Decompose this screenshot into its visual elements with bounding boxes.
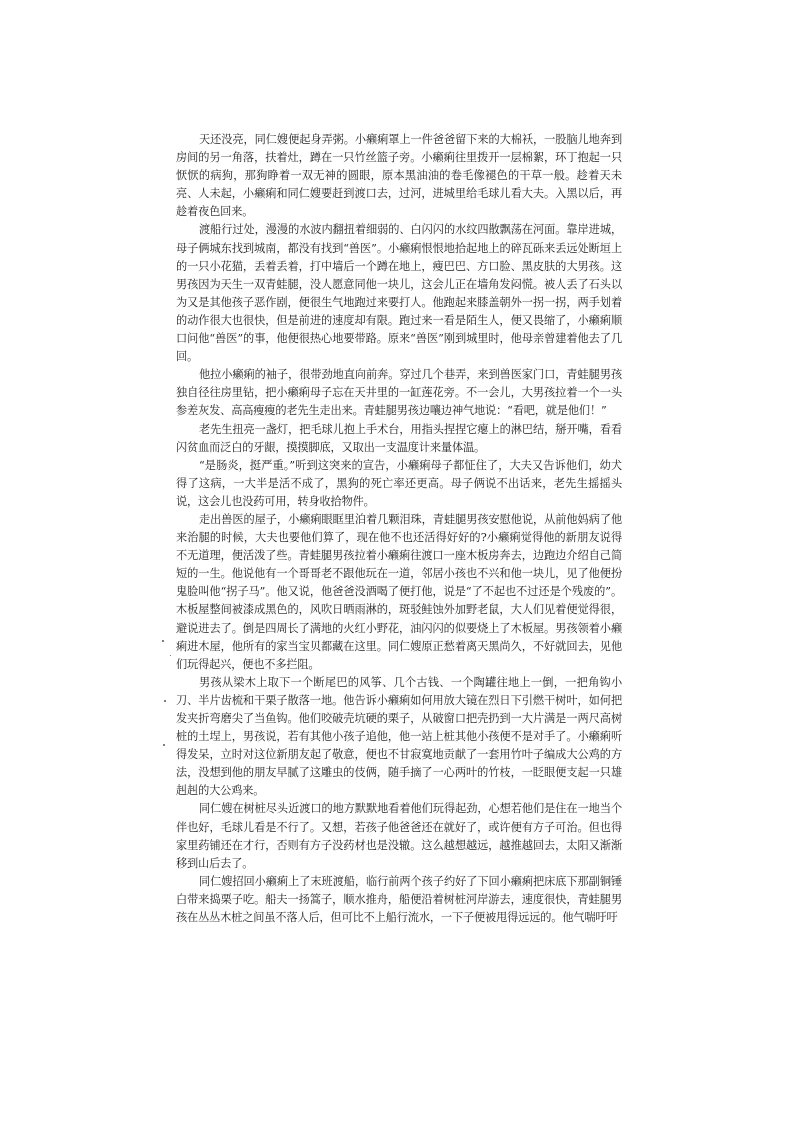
paragraph-5: “是肠炎，挺严重。”听到这突来的宣告，小癞痢母子都怔住了，大夫又告诉他们，幼犬得了这病，一大半是活不成了，黑狗的死亡率还更高。母子俩说不出话来，老先生摇摇头说，这会儿也没药可用，转身收拾物件。 — [176, 458, 622, 508]
paragraph-4: 老先生扭亮一盏灯，把毛球儿抱上手术台，用指头捏捏它瘪上的淋巴结，掰开嘴，看看闪贫血而泛白的牙龈，摸摸脚底，又取出一支温度计来量体温。 — [176, 422, 622, 454]
scan-speck — [164, 700, 166, 702]
scan-speck — [170, 655, 171, 656]
scan-speck — [162, 640, 164, 642]
paragraph-3: 他拉小癞痢的袖子，很带劲地直向前奔。穿过几个巷弄，来到兽医家门口，青蛙腿男孩独自径往房里钻，把小癞痢母子忘在天井里的一缸莲花旁。不一会儿，大男孩拉着一个一头参差灰发、高高瘦瘦的老先生走出来。青蛙腿男孩边嚷边神气地说：“看吧，就是他们！” — [176, 368, 622, 418]
paragraph-7: 男孩从梁木上取下一个断尾巴的风筝、几个古钱、一个陶罐往地上一倒，一把角钩小刀、半片齿梳和干栗子散落一地。他告诉小癞痢如何用放大镜在烈日下引燃干树叶，如何把发夹折弯磨尖了当鱼钩。他们咬破壳坑硬的栗子，从破窗口把壳扔到一大片满是一两尺高树桩的土埕上，男孩说，若有其他小孩子追他，他一站上桩其他小孩便不是对手了。小癞痢听得发呆，立时对这位新朋友起了敬意，便也不甘寂寞地贡献了一套用竹叶子编成大公鸡的方法，没想到他的朋友早腻了这雕虫的伎俩，随手摘了一心两叶的竹枝，一眨眼便支起一只雄赳赳的大公鸡来。 — [176, 675, 622, 798]
paragraph-8: 同仁嫂在树桩尽头近渡口的地方默默地看着他们玩得起劲，心想若他们是住在一地当个伴也好，毛球儿看是不行了。又想，若孩子他爸爸还在就好了，或许便有方子可治。但也得家里药铺还在才行，否则有方子没药材也是没辙。这么越想越远，越推越回去，太阳又渐渐移到山后去了。 — [176, 802, 622, 870]
paragraph-1: 天还没亮，同仁嫂便起身弄粥。小癞痢罩上一件爸爸留下来的大棉袄，一股脑儿地奔到房间的另一角落，扶着灶，蹲在一只竹丝篮子旁。小癞痢往里拨开一层棉絮，环丁抱起一只恹恹的病狗，那狗睁着一双无神的圆眼，原本黑油油的卷毛像褪色的干草一般。趁着天未亮、人未起，小癞痢和同仁嫂要赶到渡口去，过河，进城里给毛球儿看大夫。入黑以后，再趁着夜色回来。 — [176, 133, 622, 219]
paragraph-6: 走出兽医的屋子，小癞痢眼眶里泊着几颗泪珠，青蛙腿男孩安慰他说，从前他妈病了他来治腿的时候，大夫也要他们算了，现在他不也还活得好好的?小癞痢觉得他的新朋友说得不无道理，便活泼了些。青蛙腿男孩拉着小癞痢往渡口一座木板房奔去，边跑边介绍自己简短的一生。他说他有一个哥哥老不跟他玩在一道，邻居小孩也不兴和他一块儿，见了他便扮鬼脸叫他“拐子马”。他又说，他爸爸没酒喝了便打他，说是“了不起也不过还是个残废的”。木板屋整间被漆成黑色的，风吹日晒雨淋的，斑驳鲑蚀外加野老鼠，大人们见着便觉得很，避说进去了。倒是四周长了满地的火红小野花，油闪闪的似要烧上了木板屋。男孩领着小癞痢进木屋，他所有的家当宝贝都藏在这里。同仁嫂原正愁着离天黑尚久，不好就回去，见他们玩得起兴，便也不多拦阻。 — [176, 512, 622, 671]
paragraph-9: 同仁嫂招回小癞痢上了末班渡船，临行前两个孩子约好了下回小癞痢把床底下那副铜锤白带来捣栗子吃。船夫一扬篙子，顺水推舟，船便沿着树桩河岸游去，速度很快，青蛙腿男孩在丛丛木桩之间虽不落人后，但可比不上船行流水，一下子便被甩得远远的。他气喘吁吁 — [176, 874, 622, 925]
story-text — [176, 131, 622, 927]
scan-speck — [163, 744, 165, 746]
paragraph-2: 渡船行过处，漫漫的水波内翻扭着细弱的、白闪闪的水纹四散飘荡在河面。靠岸进城，母子俩城东找到城南，都没有找到“兽医”。小癞痢恨恨地拾起地上的碎瓦砾来丢远处断垣上的一只小花猫，丢着丢着，打中墙后一个蹲在地上，瘦巴巴、方口脸、黑皮肤的大男孩。这男孩因为天生一双青蛙腿，没人愿意同他一块儿，这会儿正在墙角发闷慌。被人丢了石头以为又是其他孩子恶作剧，便很生气地跑过来要打人。他跑起来膝盖朝外一拐一拐，两手划着的动作很大也很快，但是前进的速度却有限。跑过来一看是陌生人，便又畏缩了，小癞痢顺口问他“兽医”的事，他便很热心地要带路。原来“兽医”刚到城里时，他母亲曾建着他去了几回。 — [176, 223, 622, 364]
